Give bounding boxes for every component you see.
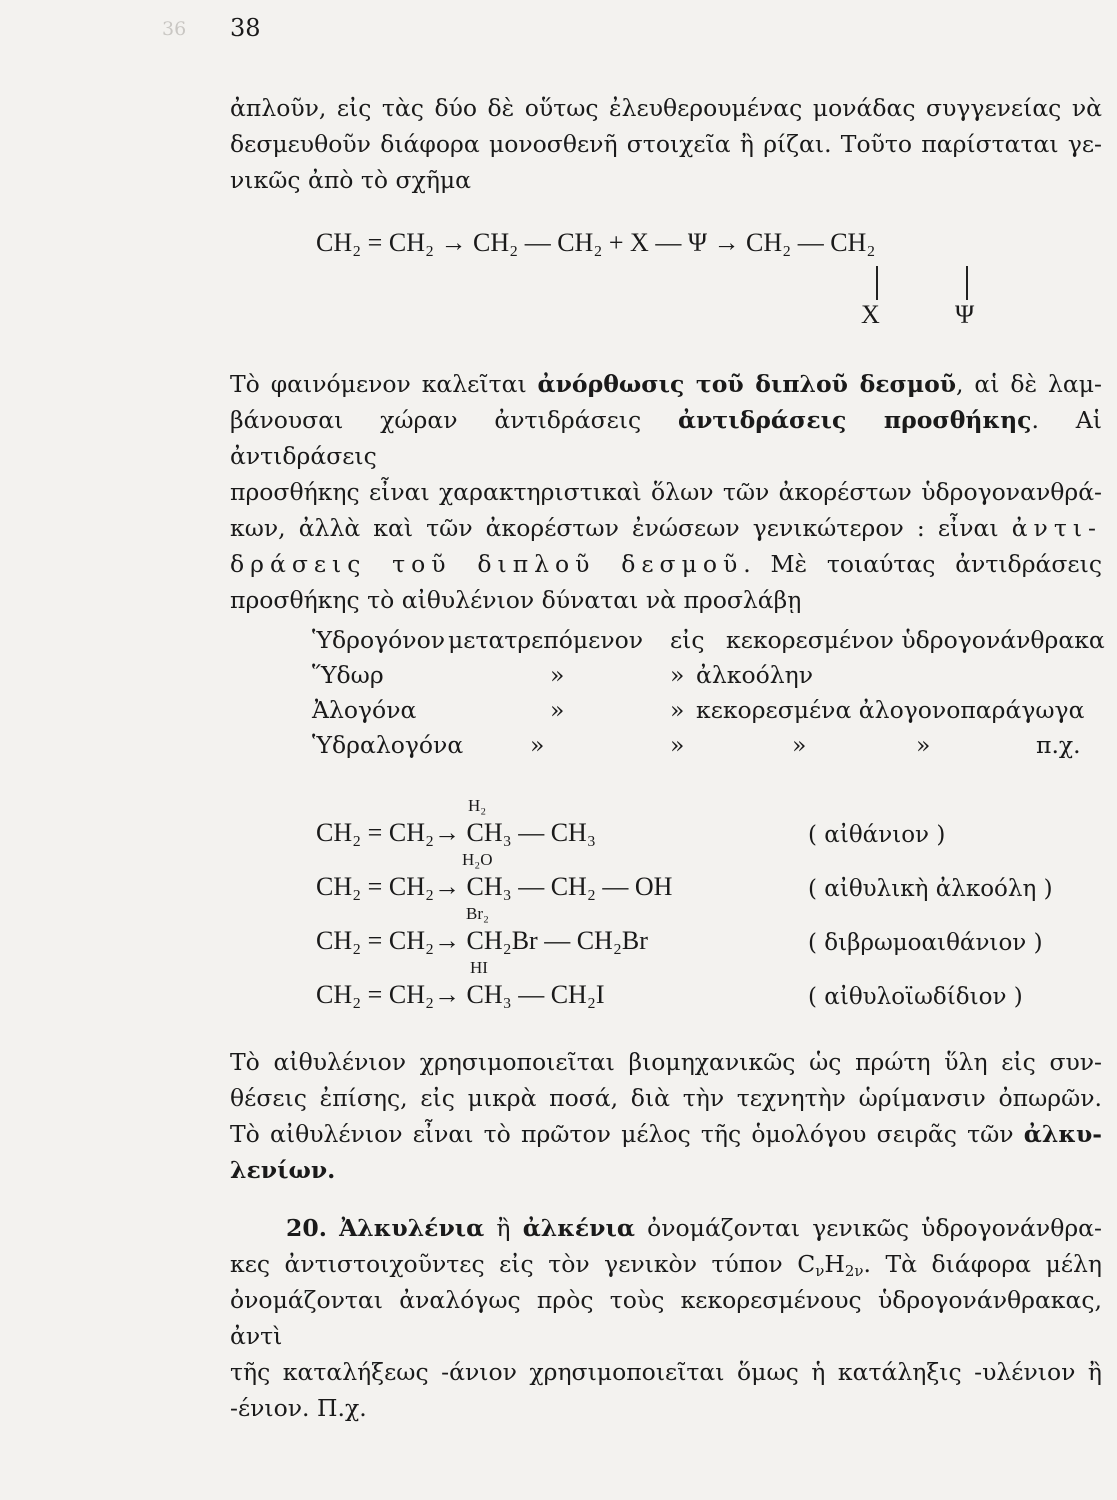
paragraph-ethylene-uses [230, 1044, 1102, 1188]
text-line: Τὸ φαινόμενον καλεῖται ἀνόρθωσις τοῦ διπλοῦ δεσμοῦ, αἱ δὲ λαμ- [230, 370, 1102, 398]
text-line: τῆς καταλήξεως -άνιον χρησιμοποιεῖται ὅμως ἡ κατάληξις -υλένιον ἢ [230, 1358, 1102, 1386]
paragraph-addition-reactions [230, 366, 1102, 618]
text-line: προσθήκης εἶναι χαρακτηριστικαὶ ὅλων τῶν ἀκορέστων ὑδρογονανθρά- [230, 478, 1102, 506]
document-page: 36 38 ἀπλοῦν, εἰς τὰς δύο δὲ οὕτως ἐλευθερουμένας μονάδας συγγενείας νὰ δεσμευθοῦν διάφορα μονοσθενῆ στοιχεῖα ἢ ρίζαι. Τοῦτο παρίσταται γε- νικῶς ἀπὸ τὸ σχῆμα CH₂ = CH₂ → CH₂ — CH₂ + X — Ψ → CH₂ — CH₂ X Ψ Τὸ φαινόμενον καλεῖται ἀνόρθωσις τοῦ διπλοῦ δεσμοῦ, αἱ δὲ λαμ- βάνουσαι χώραν ἀντιδράσεις ἀντιδράσεις προσθήκης. Αἱ ἀντιδράσεις προσθήκης εἶναι χαρακτηριστικαὶ ὅλων τῶν ἀκορέστων ὑδρογονανθρά- κων, ἀλλὰ καὶ τῶν ἀκορέστων ἐνώσεων γενικώτερον : εἶναι ἀντι- δράσεις τοῦ διπλοῦ δεσμοῦ. Μὲ τοιαύτας ἀντιδράσεις προσθήκης τὸ αἰθυλένιον δύναται νὰ προσλάβῃ Ὑδρογόνον μετατρεπόμενον εἰς κεκορεσμένον ὑδρογονάνθρακα Ὕδωρ » » ἀλκοόλην Ἀλογόνα » » κεκορεσμένα ἀλογονοπαράγωγα Ὑδραλογόνα » » » » π.χ. H₂ CH₂ = CH₂→ CH₃ — CH₃ ( αἰθάνιον ) H₂O CH₂ = CH₂→ CH₃ — CH₂ — OH ( αἰθυλικὴ ἀλκοόλη ) Br₂ CH₂ = CH₂→ CH₂Br — CH₂Br ( διβρωμοαιθάνιον ) HI CH₂ = CH₂→ CH₃ — CH₂I ( αἰθυλοϊωδίδιον ) Τὸ αἰθυλένιον χρησιμοποιεῖται βιομηχανικῶς ὡς πρώτη ὕλη εἰς συν- θέσεις ἐπίσης, εἰς μικρὰ ποσά, διὰ τὴν τεχνητὴν ὡρίμανσιν ὀπωρῶν. Τὸ αἰθυλένιον εἶναι τὸ πρῶτον μέλος τῆς ὁμολόγου σειρᾶς τῶν ἀλκυ- λενίων. 20. Ἀλκυλένια ἢ ἀλκένια ὀνομάζονται γενικῶς ὑδρογονάνθρα- κες ἀντιστοιχοῦντες εἰς τὸν γενικὸν τύπον $C_\nu H_{2\nu}$. Τὰ διάφορα μέλη ὀνομάζονται ἀναλόγως πρὸς τοὺς κεκορεσμένους ὑδρογονάνθρακας, ἀντὶ τῆς καταλήξεως -άνιον χρησιμοποιεῖται ὅμως ἡ κατάληξις -υλένιον ἢ -ένιον. Π.χ. [0, 0, 1117, 1500]
reaction-product-name: ( διβρωμοαιθάνιον ) [808, 930, 1043, 956]
reaction-reagent: H₂ [468, 796, 487, 815]
addition-scheme-equation: CH₂ = CH₂ → CH₂ — CH₂ + X — Ψ → CH₂ — CH₂ [316, 228, 876, 257]
text-line: -ένιον. Π.χ. [230, 1394, 367, 1422]
page-header [0, 14, 1117, 44]
text-line: λενίων. [230, 1156, 336, 1184]
reaction-equation: CH₂ = CH₂→ CH₂Br — CH₂Br [316, 926, 648, 955]
reaction-reagent: H₂O [462, 850, 493, 869]
bleed-through-page-number: 36 [162, 18, 187, 40]
reaction-equation: CH₂ = CH₂→ CH₃ — CH₂ — OH [316, 872, 673, 901]
reaction-reagent: HI [470, 958, 488, 977]
text-line: δεσμευθοῦν διάφορα μονοσθενῆ στοιχεῖα ἢ ρίζαι. Τοῦτο παρίσταται γε- [230, 130, 1102, 158]
bond-line [966, 266, 968, 300]
paragraph-intro [230, 90, 1102, 198]
reaction-equation: CH₂ = CH₂→ CH₃ — CH₃ [316, 818, 596, 847]
page-number: 38 [230, 14, 261, 42]
substituent-psi: Ψ [955, 300, 975, 329]
reaction-product-name: ( αἰθυλοϊωδίδιον ) [808, 984, 1023, 1010]
section-number: 20. [286, 1214, 327, 1242]
section-heading-line: 20. Ἀλκυλένια ἢ ἀλκένια ὀνομάζονται γενικῶς ὑδρογονάνθρα- [286, 1214, 1102, 1242]
term-addition-reactions: ἀντιδράσεις προσθήκης [678, 406, 1032, 434]
text-line: προσθήκης τὸ αἰθυλένιον δύναται νὰ προσλάβῃ [230, 586, 802, 614]
text-line: ἀπλοῦν, εἰς τὰς δύο δὲ οὕτως ἐλευθερουμένας μονάδας συγγενείας νὰ [230, 94, 1102, 122]
spaced-term: δράσεις τοῦ διπλοῦ δεσμοῦ [230, 550, 744, 578]
reaction-equation: CH₂ = CH₂→ CH₃ — CH₂I [316, 980, 605, 1009]
text-line: Τὸ αἰθυλένιον χρησιμοποιεῖται βιομηχανικῶς ὡς πρώτη ὕλη εἰς συν- [230, 1048, 1102, 1076]
text-line: κες ἀντιστοιχοῦντες εἰς τὸν γενικὸν τύπον $C_\nu H_{2\nu}$. Τὰ διάφορα μέλη [230, 1250, 1102, 1280]
reaction-reagent: Br₂ [466, 904, 489, 923]
bond-line [876, 266, 878, 300]
section-20-alkenes [230, 1210, 1102, 1426]
reaction-product-name: ( αἰθάνιον ) [808, 822, 946, 848]
text-line: δράσεις τοῦ διπλοῦ δεσμοῦ. Μὲ τοιαύτας ἀντιδράσεις [230, 550, 1102, 578]
text-line: Τὸ αἰθυλένιον εἶναι τὸ πρῶτον μέλος τῆς ὁμολόγου σειρᾶς τῶν ἀλκυ- [230, 1120, 1102, 1148]
text-line: νικῶς ἀπὸ τὸ σχῆμα [230, 166, 472, 194]
text-line: ὀνομάζονται ἀναλόγως πρὸς τοὺς κεκορεσμένους ὑδρογονάνθρακας, ἀντὶ [230, 1286, 1102, 1350]
term-bond-straightening: ἀνόρθωσις τοῦ διπλοῦ δεσμοῦ [537, 370, 957, 398]
text-line: βάνουσαι χώραν ἀντιδράσεις ἀντιδράσεις προσθήκης. Αἱ ἀντιδράσεις [230, 406, 1102, 470]
substituent-x: X [861, 300, 880, 329]
general-formula: $C_\nu H_{2\nu}$ [797, 1250, 864, 1280]
reaction-product-name: ( αἰθυλικὴ ἀλκοόλη ) [808, 876, 1053, 902]
text-line: κων, ἀλλὰ καὶ τῶν ἀκορέστων ἐνώσεων γενικώτερον : εἶναι ἀντι- [230, 514, 1102, 542]
text-line: θέσεις ἐπίσης, εἰς μικρὰ ποσά, διὰ τὴν τεχνητὴν ὡρίμανσιν ὀπωρῶν. [230, 1084, 1102, 1112]
